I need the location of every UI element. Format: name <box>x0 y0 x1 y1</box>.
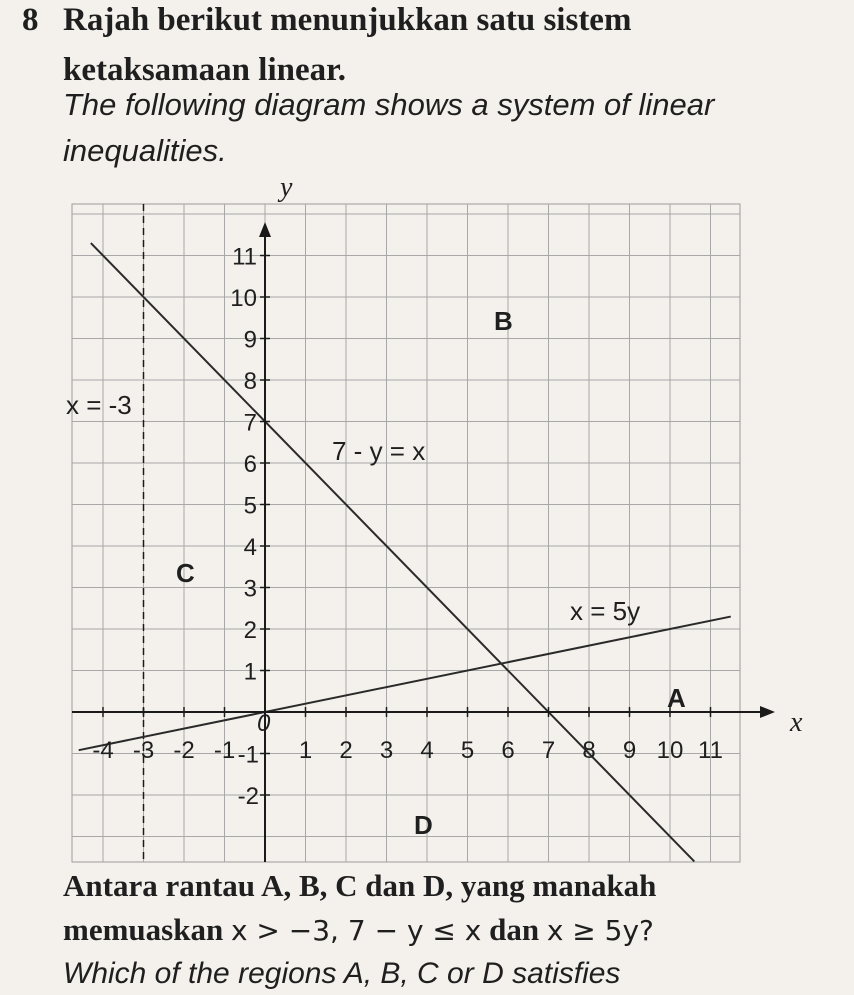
x-tick-label: 1 <box>298 737 313 764</box>
y-tick-label: 11 <box>232 243 257 271</box>
y-axis-title: y <box>280 172 293 203</box>
region-label-c: C <box>176 558 195 588</box>
question-text-malay-line-2: ketaksamaan linear. <box>63 52 346 88</box>
y-tick-label: 1 <box>243 658 257 686</box>
prompt-english-line: Which of the regions A, B, C or D satisfies <box>63 957 621 990</box>
x-tick-label: 7 <box>541 737 556 764</box>
x-tick-label: -4 <box>92 737 114 764</box>
x-tick-label: 2 <box>339 737 353 764</box>
y-tick-label: 2 <box>243 617 257 644</box>
boundary-line-7-minus-y-eq-x <box>91 243 694 861</box>
y-tick-label: -2 <box>237 783 259 810</box>
x-tick-label: -2 <box>173 737 195 764</box>
x-tick-label: -3 <box>132 737 155 764</box>
boundary-line-x-eq-5y <box>79 617 731 751</box>
region-label-a: A <box>667 683 686 713</box>
x-tick-label: 10 <box>656 737 684 764</box>
x-tick-label: 6 <box>501 737 515 764</box>
x-tick-label: 11 <box>698 737 723 764</box>
origin-label: 0 <box>257 710 271 737</box>
y-tick-label: 4 <box>243 534 257 561</box>
y-axis-arrow <box>259 222 271 237</box>
x-tick-label: 3 <box>379 737 394 764</box>
y-tick-label: 5 <box>243 492 257 520</box>
axis-tick-labels <box>92 244 723 811</box>
grid-border <box>72 204 740 862</box>
prompt-malay-prefix: memuaskan <box>63 912 224 947</box>
x-axis-arrow <box>760 706 775 718</box>
x-tick-label: 5 <box>460 737 475 764</box>
y-tick-label: 8 <box>243 368 257 395</box>
prompt-malay-line-1: Antara rantau A, B, C dan D, yang manakah <box>63 868 657 903</box>
condition-2: x ≥ 5y? <box>546 914 654 947</box>
y-tick-label: 3 <box>243 575 257 603</box>
x-tick-label: 8 <box>582 737 596 764</box>
condition-1: x > −3, 7 − y ≤ x <box>230 914 482 947</box>
question-text-malay-line-1: Rajah berikut menunjukkan satu sistem <box>63 2 632 38</box>
question-text-english-line-1: The following diagram shows a system of linear <box>63 87 715 122</box>
grid <box>72 204 740 862</box>
prompt-malay-dan: dan <box>489 912 540 947</box>
line-label-x-eq-5y: x = 5y <box>570 596 641 626</box>
prompt-malay-line-2 <box>63 912 654 948</box>
y-tick-label: 10 <box>230 285 257 312</box>
y-tick-label: 7 <box>243 409 257 437</box>
line-label-7-minus-y-eq-x: 7 - y = x <box>332 436 426 466</box>
x-tick-label: 9 <box>622 737 637 764</box>
question-text-english-line-2: inequalities. <box>63 133 227 168</box>
region-label-d: D <box>414 810 433 840</box>
y-tick-label: -1 <box>237 741 259 769</box>
x-tick-label: -1 <box>213 737 236 764</box>
x-axis-title: x <box>790 707 803 738</box>
y-tick-label: 6 <box>243 451 257 478</box>
question-number: 8 <box>22 2 39 38</box>
y-tick-label: 9 <box>243 326 257 354</box>
x-tick-label: 4 <box>420 737 434 764</box>
line-label-x-eq-minus-3: x = -3 <box>66 390 132 420</box>
region-label-b: B <box>494 306 513 336</box>
